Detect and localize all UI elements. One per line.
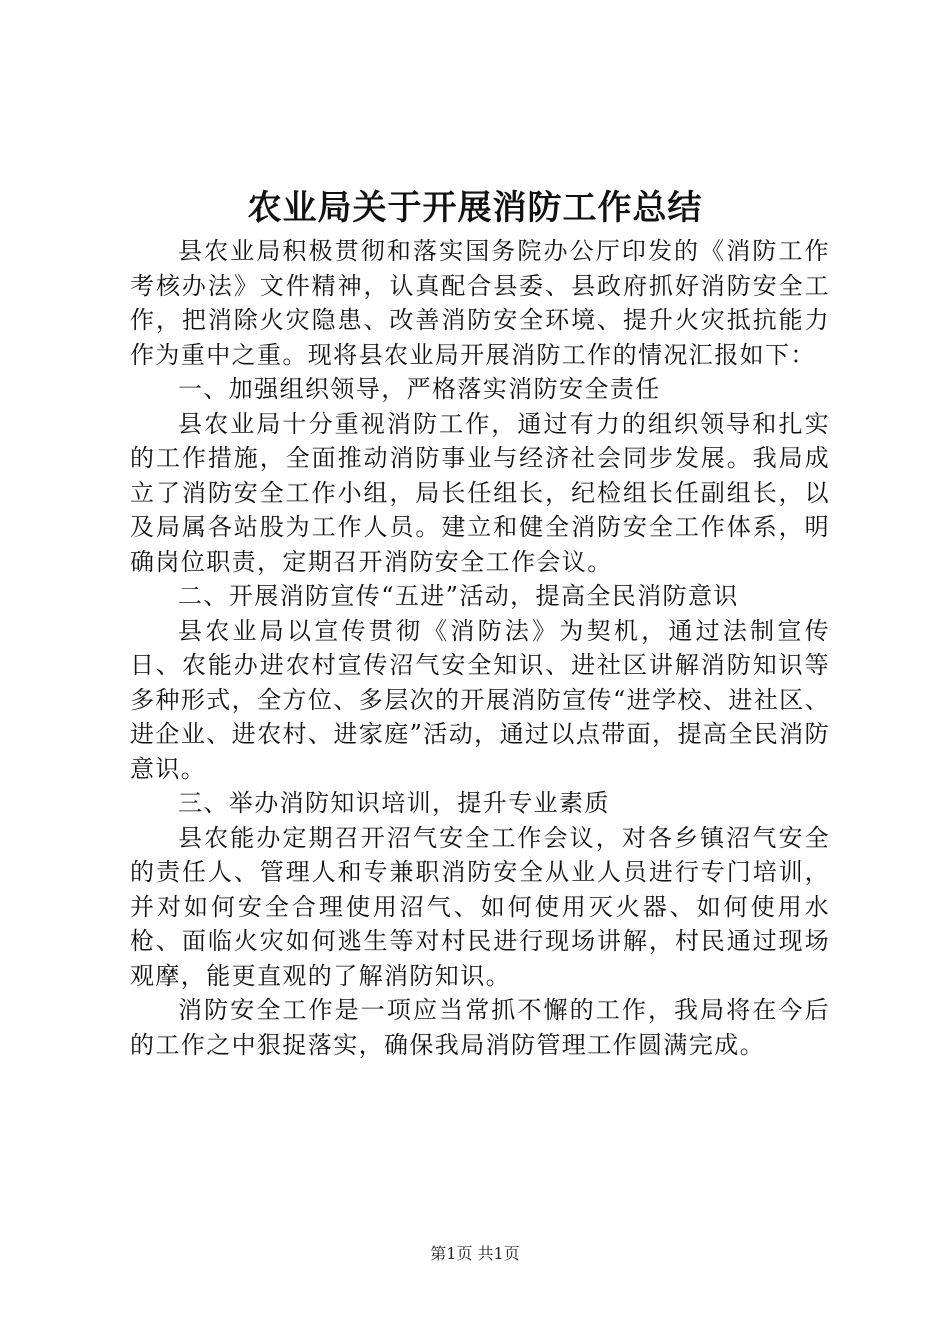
section-paragraph-1: 县农业局十分重视消防工作，通过有力的组织领导和扎实的工作措施，全面推动消防事业与经济社会同步发展。我局成立了消防安全工作小组，局长任组长，纪检组长任副组长，以及局属各站股为工作人员。建立和健全消防安全工作体系，明确岗位职责，定期召开消防安全工作会议。 [130, 409, 830, 576]
document-body [130, 234, 830, 1062]
section-heading-2: 二、开展消防宣传“五进”活动，提高全民消防意识 [178, 582, 739, 610]
conclusion-paragraph: 消防安全工作是一项应当常抓不懈的工作，我局将在今后的工作之中狠捉落实，确保我局消防管理工作圆满完成。 [130, 996, 830, 1059]
section-heading-1: 一、加强组织领导，严格落实消防安全责任 [178, 375, 661, 403]
section-heading-3: 三、举办消防知识培训，提升专业素质 [178, 789, 610, 817]
page-footer: 第1页 共1页 [430, 1244, 520, 1263]
document-title: 农业局关于开展消防工作总结 [247, 188, 703, 228]
section-paragraph-2: 县农业局以宣传贯彻《消防法》为契机，通过法制宣传日、农能办进农村宣传沼气安全知识、进社区讲解消防知识等多种形式，全方位、多层次的开展消防宣传“进学校、进社区、进企业、进农村、进家庭”活动，通过以点带面，提高全民消防意识。 [130, 616, 830, 783]
intro-paragraph: 县农业局积极贯彻和落实国务院办公厅印发的《消防工作考核办法》文件精神，认真配合县委、县政府抓好消防安全工作，把消除火灾隐患、改善消防安全环境、提升火灾抵抗能力作为重中之重。现将县农业局开展消防工作的情况汇报如下： [130, 237, 830, 369]
section-paragraph-3: 县农能办定期召开沼气安全工作会议，对各乡镇沼气安全的责任人、管理人和专兼职消防安全从业人员进行专门培训，并对如何安全合理使用沼气、如何使用灭火器、如何使用水枪、面临火灾如何逃生等对村民进行现场讲解，村民通过现场观摩，能更直观的了解消防知识。 [130, 823, 830, 990]
